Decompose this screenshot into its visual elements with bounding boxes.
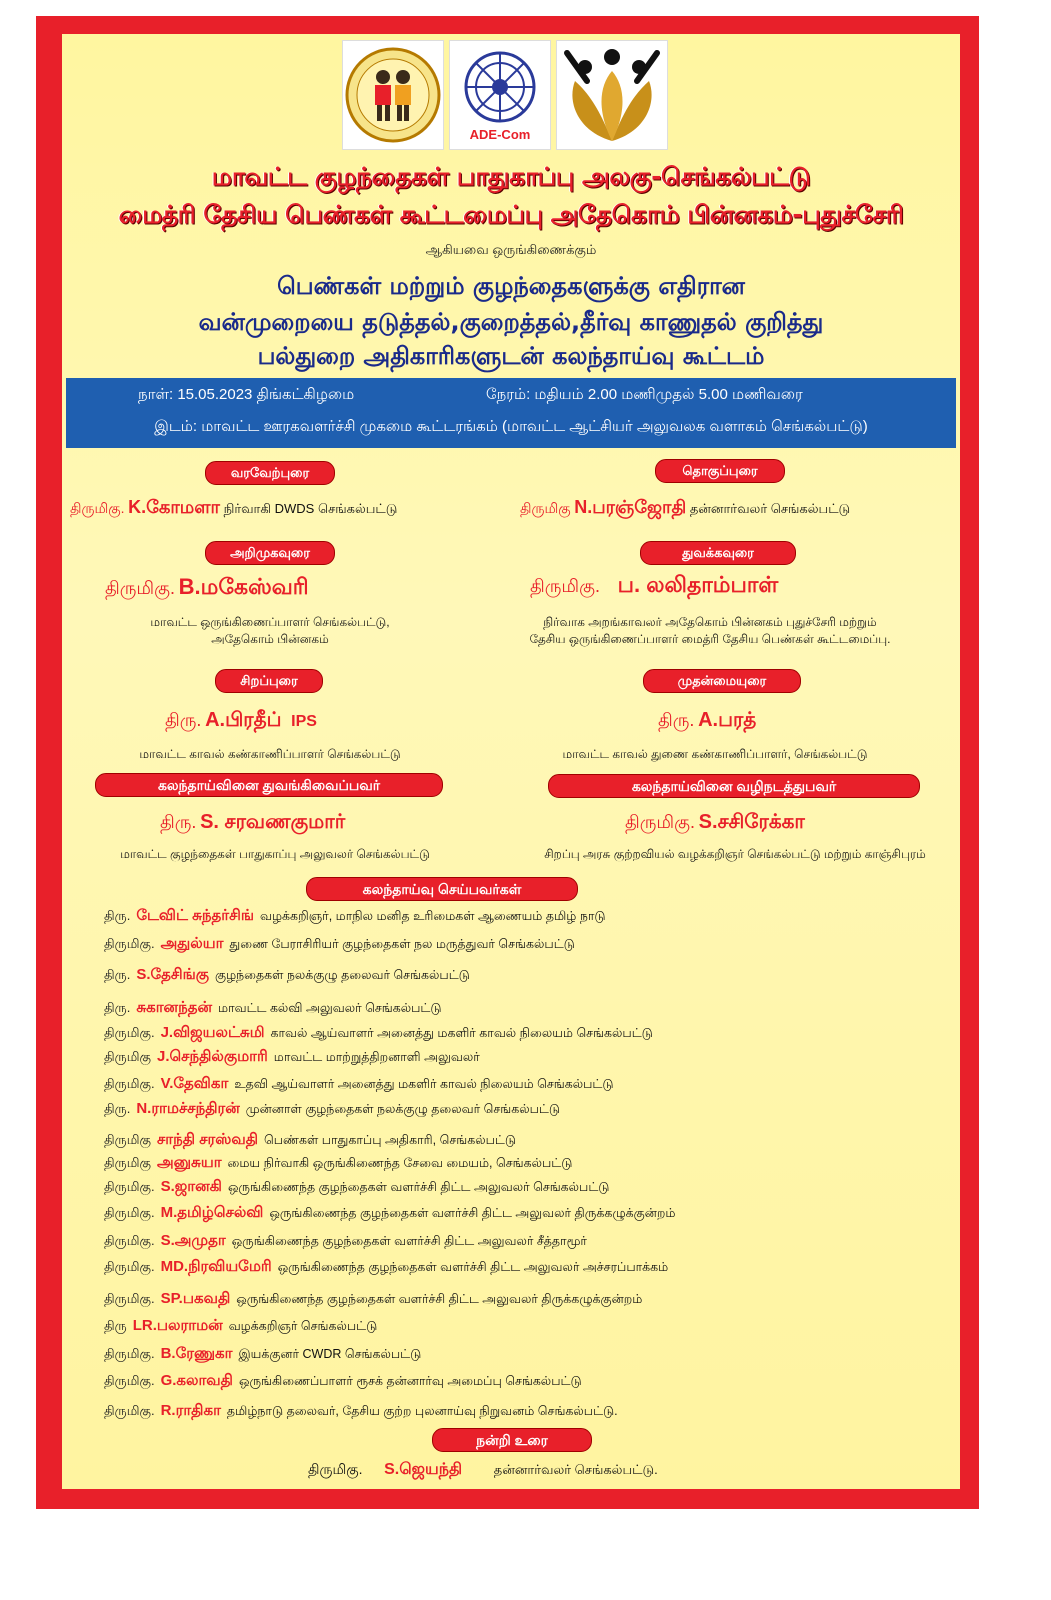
panelist-name: அதுல்யா bbox=[160, 935, 224, 952]
panelist-row bbox=[104, 1372, 582, 1391]
panelist-honorific: திருமிகு. bbox=[104, 1373, 155, 1388]
panelist-honorific: திரு. bbox=[104, 967, 131, 982]
title-line-3: பல்துறை அதிகாரிகளுடன் கலந்தாய்வு கூட்டம் bbox=[257, 342, 765, 370]
event-date: நாள்: 15.05.2023 திங்கட்கிழமை bbox=[138, 386, 355, 403]
panelist-desc: முன்னாள் குழந்தைகள் நலக்குழு தலைவர் செங்கல்பட்டு bbox=[245, 1102, 560, 1116]
panelist-name: MD.நிரவியமேரி bbox=[160, 1258, 272, 1275]
special-speaker: திரு. A.பிரதீப் IPS bbox=[165, 709, 317, 731]
opening-pill: துவக்கவுரை bbox=[640, 541, 796, 565]
panelist-row bbox=[104, 999, 442, 1018]
panelist-honorific: திருமிகு. bbox=[104, 1291, 155, 1306]
panelist-row bbox=[104, 1048, 480, 1067]
panelist-name: M.தமிழ்செல்வி bbox=[160, 1204, 264, 1221]
inaugurator-speaker: திரு. S. சரவணகுமார் bbox=[160, 811, 346, 833]
presidential-speaker: திரு. A.பரத் bbox=[658, 709, 757, 731]
moderator-desc: சிறப்பு அரசு குற்றவியல் வழக்கறிஞர் செங்கல்பட்டு மற்றும் காஞ்சிபுரம் bbox=[544, 847, 926, 861]
panelist-honorific: திருமிகு. bbox=[104, 1346, 155, 1361]
panel-pill: கலந்தாய்வு செய்பவர்கள் bbox=[306, 877, 578, 901]
panelist-desc: ஒருங்கிணைப்பாளர் ரூசக் தன்னார்வு அமைப்பு செங்கல்பட்டு bbox=[238, 1374, 582, 1388]
panelist-name: G.கலாவதி bbox=[160, 1372, 233, 1389]
panelist-honorific: திருமிகு. bbox=[104, 936, 155, 951]
panelist-desc: ஒருங்கிணைந்த குழந்தைகள் வளர்ச்சி திட்ட அலுவலர் செங்கல்பட்டு bbox=[227, 1180, 610, 1194]
panelist-row bbox=[104, 1290, 642, 1309]
panelist-row bbox=[104, 1402, 618, 1421]
panelist-row bbox=[104, 1317, 377, 1336]
panelist-desc: ஒருங்கிணைந்த குழந்தைகள் வளர்ச்சி திட்ட அலுவலர் சீத்தாமூர் bbox=[231, 1234, 587, 1248]
panelist-honorific: திரு bbox=[104, 1318, 127, 1333]
panelist-desc: பெண்கள் பாதுகாப்பு அதிகாரி, செங்கல்பட்டு bbox=[264, 1133, 516, 1147]
panelist-name: V.தேவிகா bbox=[160, 1075, 229, 1092]
presidential-desc: மாவட்ட காவல் துணை கண்காணிப்பாளர், செங்கல்பட்டு bbox=[562, 747, 868, 761]
panelist-desc: வழக்கறிஞர், மாநில மனித உரிமைகள் ஆணையம் தமிழ் நாடு bbox=[259, 909, 606, 923]
moderator-pill: கலந்தாய்வினை வழிநடத்துபவர் bbox=[548, 774, 920, 798]
org-line-2: மைத்ரி தேசிய பெண்கள் கூட்டமைப்பு அதேகொம் பின்னகம்-புதுச்சேரி bbox=[118, 200, 904, 229]
welcome-speaker: திருமிகு. K.கோமளா நிர்வாகி DWDS செங்கல்பட்டு bbox=[70, 497, 398, 517]
panelist-desc: உதவி ஆய்வாளர் அனைத்து மகளிர் காவல் நிலையம் செங்கல்பட்டு bbox=[234, 1077, 614, 1091]
panelist-honorific: திருமிகு. bbox=[104, 1025, 155, 1040]
thanks-speaker: திருமிகு. S.ஜெயந்தி தன்னார்வலர் செங்கல்பட்டு. bbox=[308, 1461, 658, 1478]
panelist-desc: தமிழ்நாடு தலைவர், தேசிய குற்ற புலனாய்வு நிறுவனம் செங்கல்பட்டு. bbox=[226, 1404, 618, 1418]
panelist-name: சுகானந்தன் bbox=[136, 999, 213, 1016]
panelist-honorific: திருமிகு. bbox=[104, 1179, 155, 1194]
panelist-name: அனுசுயா bbox=[156, 1154, 222, 1171]
panelist-name: டேவிட் சுந்தர்சிங் bbox=[136, 907, 254, 924]
inaugurator-pill: கலந்தாய்வினை துவங்கிவைப்பவர் bbox=[95, 773, 443, 797]
panelist-honorific: திருமிகு. bbox=[104, 1205, 155, 1220]
inaugurator-desc: மாவட்ட குழந்தைகள் பாதுகாப்பு அலுவலர் செங்கல்பட்டு bbox=[120, 847, 430, 861]
panelist-row bbox=[104, 1345, 421, 1364]
panelist-name: சாந்தி சரஸ்வதி bbox=[156, 1131, 259, 1148]
event-time: நேரம்: மதியம் 2.00 மணிமுதல் 5.00 மணிவரை bbox=[486, 386, 803, 403]
compere-speaker: திருமிகு N.பரஞ்ஜோதி தன்னார்வலர் செங்கல்பட்டு bbox=[520, 497, 851, 517]
panelist-honorific: திருமிகு bbox=[104, 1049, 151, 1064]
compere-pill: தொகுப்புரை bbox=[655, 459, 785, 483]
panelist-row bbox=[104, 1232, 587, 1251]
moderator-speaker: திருமிகு. S.சசிரேக்கா bbox=[625, 811, 805, 833]
panelist-desc: வழக்கறிஞர் செங்கல்பட்டு bbox=[228, 1319, 378, 1333]
panelist-row bbox=[104, 1131, 516, 1150]
panelist-desc: மாவட்ட கல்வி அலுவலர் செங்கல்பட்டு bbox=[218, 1001, 442, 1015]
panelist-row bbox=[104, 1178, 609, 1197]
adecom-logo bbox=[449, 40, 551, 150]
panelist-honorific: திரு. bbox=[104, 1101, 131, 1116]
panelist-row bbox=[104, 1204, 675, 1223]
event-venue: இடம்: மாவட்ட ஊரகவளர்ச்சி முகமை கூட்டரங்கம் (மாவட்ட ஆட்சியர் அலுவலக வளாகம் செங்கல்பட்டு) bbox=[154, 418, 868, 435]
opening-desc: நிர்வாக அறங்காவலர் அதேகொம் பின்னகம் புதுச்சேரி மற்றும் தேசிய ஒருங்கிணைப்பாளர் மைத்ரி தேசிய பெண்கள் கூட்டமைப்பு. bbox=[529, 615, 891, 646]
panelist-desc: ஒருங்கிணைந்த குழந்தைகள் வளர்ச்சி திட்ட அலுவலர் அச்சரப்பாக்கம் bbox=[277, 1260, 669, 1274]
panelist-name: J.விஜயலட்சுமி bbox=[160, 1024, 265, 1041]
panelist-name: S.அமுதா bbox=[160, 1232, 226, 1249]
panelist-desc: இயக்குனர் CWDR செங்கல்பட்டு bbox=[238, 1347, 422, 1361]
panelist-row bbox=[104, 966, 470, 985]
title-line-1: பெண்கள் மற்றும் குழந்தைகளுக்கு எதிரான bbox=[277, 272, 745, 300]
panelist-name: J.செந்தில்குமாரி bbox=[156, 1048, 268, 1065]
intro-desc: மாவட்ட ஒருங்கிணைப்பாளர் செங்கல்பட்டு, அதேகொம் பின்னகம் bbox=[150, 615, 390, 646]
panelist-desc: துணை பேராசிரியர் குழந்தைகள் நல மருத்துவர் செங்கல்பட்டு bbox=[229, 937, 575, 951]
special-desc: மாவட்ட காவல் கண்காணிப்பாளர் செங்கல்பட்டு bbox=[139, 747, 401, 761]
thanks-pill: நன்றி உரை bbox=[432, 1428, 592, 1452]
panelist-honorific: திருமிகு bbox=[104, 1132, 151, 1147]
title-line-2: வன்முறையை தடுத்தல்,குறைத்தல்,தீர்வு காணுதல் குறித்து bbox=[198, 308, 824, 336]
panelist-desc: மாவட்ட மாற்றுத்திறனாளி அலுவலர் bbox=[273, 1050, 480, 1064]
panelist-desc: ஒருங்கிணைந்த குழந்தைகள் வளர்ச்சி திட்ட அலுவலர் திருக்கழுக்குன்றம் bbox=[236, 1292, 643, 1306]
event-info-band bbox=[66, 378, 956, 448]
panelist-desc: ஒருங்கிணைந்த குழந்தைகள் வளர்ச்சி திட்ட அலுவலர் திருக்கழுக்குன்றம் bbox=[269, 1206, 676, 1220]
panelist-name: LR.பலராமன் bbox=[132, 1317, 223, 1334]
panelist-name: SP.பகவதி bbox=[160, 1290, 231, 1307]
panelist-row bbox=[104, 1100, 560, 1119]
panelist-row bbox=[104, 907, 606, 926]
panelist-row bbox=[104, 1154, 572, 1173]
panelist-row bbox=[104, 1075, 614, 1094]
panelist-name: R.ராதிகா bbox=[160, 1402, 221, 1419]
welcome-pill: வரவேற்புரை bbox=[205, 461, 335, 485]
maitri-logo bbox=[556, 40, 668, 150]
panelist-honorific: திருமிகு. bbox=[104, 1403, 155, 1418]
panelist-name: S.ஜானகி bbox=[160, 1178, 222, 1195]
panelist-name: S.தேசிங்கு bbox=[136, 966, 210, 983]
panelist-honorific: திரு. bbox=[104, 1000, 131, 1015]
panelist-honorific: திருமிகு. bbox=[104, 1233, 155, 1248]
special-pill: சிறப்புரை bbox=[215, 669, 323, 693]
panelist-desc: காவல் ஆய்வாளர் அனைத்து மகளிர் காவல் நிலையம் செங்கல்பட்டு bbox=[270, 1026, 653, 1040]
org-line-1: மாவட்ட குழந்தைகள் பாதுகாப்பு அலகு-செங்கல்பட்டு bbox=[211, 162, 811, 191]
panelist-honorific: திருமிகு bbox=[104, 1155, 151, 1170]
panelist-row bbox=[104, 935, 575, 954]
panelist-row bbox=[104, 1258, 668, 1277]
presidential-pill: முதன்மையுரை bbox=[643, 669, 801, 693]
panelist-honorific: திருமிகு. bbox=[104, 1076, 155, 1091]
coordinating-text: ஆகியவை ஒருங்கிணைக்கும் bbox=[425, 242, 597, 257]
panelist-desc: குழந்தைகள் நலக்குழு தலைவர் செங்கல்பட்டு bbox=[215, 968, 470, 982]
panelist-desc: மைய நிர்வாகி ஒருங்கிணைந்த சேவை மையம், செங்கல்பட்டு bbox=[227, 1156, 573, 1170]
opening-speaker: திருமிகு. ப. லலிதாம்பாள் bbox=[530, 572, 779, 597]
adecom-logo-label: ADE-Com bbox=[469, 127, 531, 142]
panelist-name: B.ரேணுகா bbox=[160, 1345, 233, 1362]
child-logo bbox=[342, 40, 444, 150]
intro-pill: அறிமுகவுரை bbox=[205, 541, 335, 565]
panelist-honorific: திரு. bbox=[104, 908, 131, 923]
panelist-row bbox=[104, 1024, 653, 1043]
panelist-honorific: திருமிகு. bbox=[104, 1259, 155, 1274]
intro-speaker: திருமிகு. B.மகேஸ்வரி bbox=[105, 574, 309, 599]
panelist-name: N.ராமச்சந்திரன் bbox=[136, 1100, 240, 1117]
